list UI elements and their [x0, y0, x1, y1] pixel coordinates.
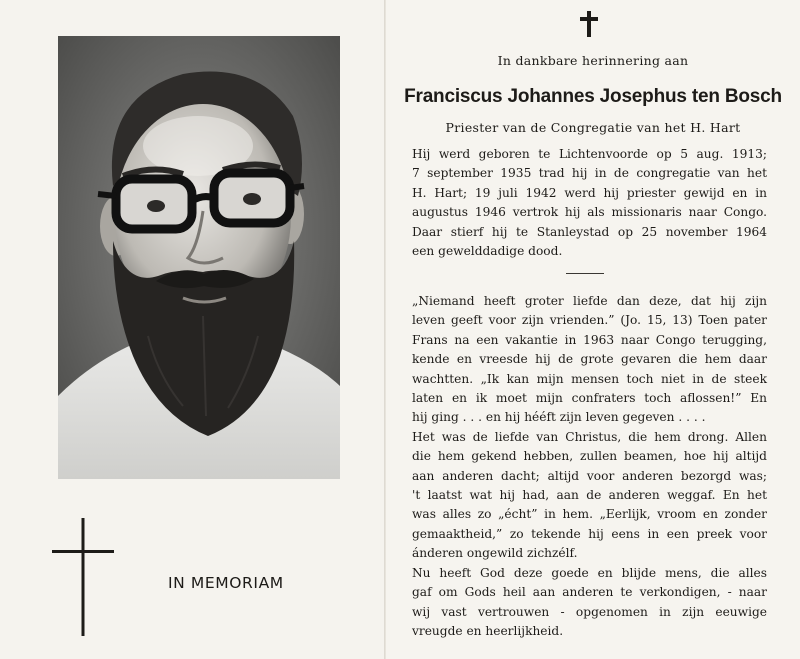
tribute-line: laten en ik moet mijn confraters toch aflossen!” En [412, 391, 767, 406]
bio-line: een gewelddadige dood. [412, 244, 563, 259]
tribute-line: wij vast vertrouwen - opgenomen in zijn eeuwige [412, 604, 767, 619]
small-cross-icon [580, 11, 598, 37]
tribute-line: wachtten. „Ik kan mijn mensen toch niet in de steek [412, 371, 767, 386]
tribute-line: Nu heeft God deze goede en blijde mens, die alles [412, 565, 767, 580]
tribute-line: gemaaktheid,” zo tekende hij eens in een preek voor [412, 526, 767, 541]
tribute-line: aan anderen dacht; altijd voor anderen bezorgd was; [412, 468, 767, 483]
biography-text [412, 145, 767, 261]
subtitle: Priester van de Congregatie van het H. Hart [445, 120, 741, 135]
tribute-line: gaf om Gods heil aan anderen te verkondigen, - naar [412, 585, 767, 600]
in-memoriam-label: IN MEMORIAM [168, 574, 284, 592]
tribute-line: hij ging . . . en hij hééft zijn leven gegeven . . . . [412, 410, 706, 425]
section-divider [566, 273, 604, 274]
tribute-line: was alles zo „écht” in hem. „Eerlijk, vroom en zonder [412, 507, 767, 522]
left-panel [0, 0, 384, 659]
tribute-line: Het was de liefde van Christus, die hem drong. Allen [412, 429, 767, 444]
tribute-line: „Niemand heeft groter liefde dan deze, dat hij zijn [412, 294, 767, 308]
intro-line: In dankbare herinnering aan [497, 53, 689, 68]
tribute-text [412, 292, 767, 641]
tribute-line: vreugde en heerlijkheid. [412, 623, 564, 638]
bio-line: 7 september 1935 trad hij in de congregatie van het [412, 166, 767, 181]
tribute-line: 't laatst wat hij had, aan de anderen weggaf. En het [412, 488, 767, 503]
deceased-name: Franciscus Johannes Josephus ten Bosch [404, 86, 782, 107]
bio-line: Hij werd geboren te Lichtenvoorde op 5 aug. 1913; [412, 147, 767, 161]
tribute-line: die hem gekend hebben, zullen beamen, hoe hij altijd [412, 449, 767, 464]
bio-line: H. Hart; 19 juli 1942 werd hij priester gewijd en in [412, 185, 767, 200]
tribute-line: leven geeft voor zijn vrienden.” (Jo. 15, 13) Toen pater [412, 313, 767, 328]
tribute-line: kende en vreesde hij de grote gevaren die hem daar [412, 352, 767, 367]
memorial-cross-icon [52, 518, 114, 636]
bio-line: augustus 1946 vertrok hij als missionaris naar Congo. [412, 205, 767, 220]
tribute-line: ánderen ongewild zichzélf. [412, 546, 578, 561]
portrait-photo [58, 36, 340, 479]
tribute-line: Frans na een vakantie in 1963 naar Congo terugging, [412, 332, 767, 347]
bio-line: Daar stierf hij te Stanleystad op 25 november 1964 [412, 224, 767, 239]
